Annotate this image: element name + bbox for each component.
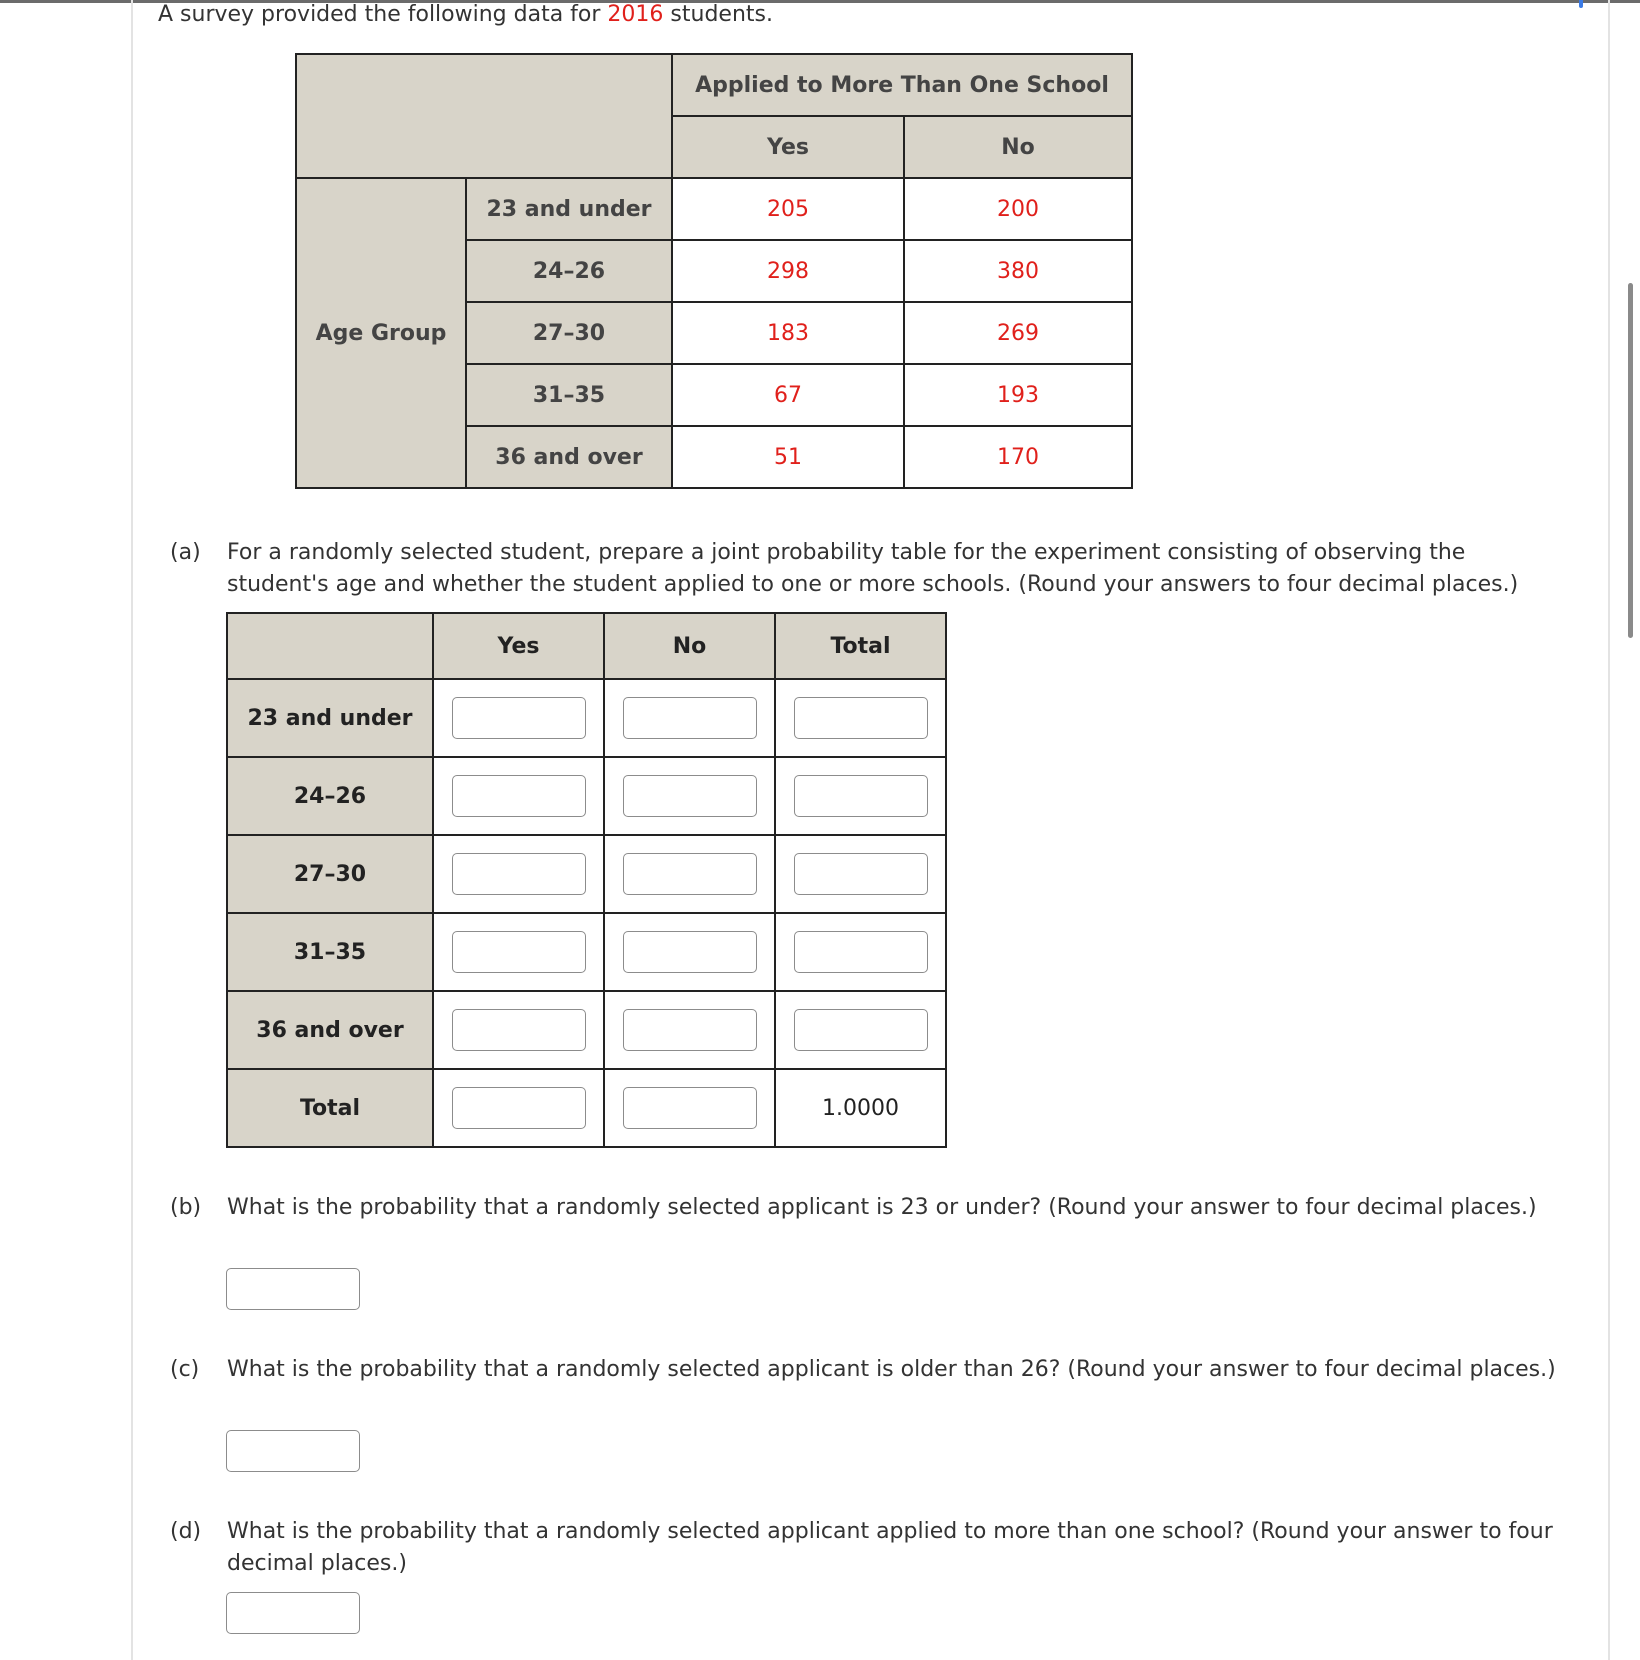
count-yes: 183	[672, 302, 904, 364]
row-label: 27–30	[466, 302, 672, 364]
answer-row-label: 31–35	[227, 913, 433, 991]
question-a-text: For a randomly selected student, prepare a joint probability table for the experiment consisting of observing the student's age and whether the student applied to one or more schools. (Round your answers to four decimal places.)	[227, 540, 1519, 597]
row-group-header: Age Group	[296, 178, 466, 488]
count-no: 269	[904, 302, 1132, 364]
column-header-no: No	[904, 116, 1132, 178]
table-row	[227, 835, 946, 913]
column-group-header: Applied to More Than One School	[672, 54, 1132, 116]
count-no: 200	[904, 178, 1132, 240]
answer-d-input[interactable]	[226, 1592, 360, 1634]
prob-input-yes[interactable]	[452, 853, 586, 895]
question-c-text: What is the probability that a randomly selected applicant is older than 26? (Round your answer to four decimal places.)	[227, 1357, 1556, 1382]
count-no: 170	[904, 426, 1132, 488]
prob-input-yes[interactable]	[452, 697, 586, 739]
question-d-label: (d)	[170, 1519, 202, 1544]
student-count: 2016	[607, 2, 664, 27]
prob-input-no[interactable]	[623, 775, 757, 817]
answer-col-total: Total	[775, 613, 946, 679]
table-row	[296, 178, 1132, 240]
prob-input-yes[interactable]	[452, 775, 586, 817]
answer-row-label: 36 and over	[227, 991, 433, 1069]
count-yes: 51	[672, 426, 904, 488]
prob-input-total[interactable]	[794, 775, 928, 817]
table-row	[227, 991, 946, 1069]
panel-border-right	[1608, 0, 1610, 1660]
answer-col-yes: Yes	[433, 613, 604, 679]
prob-input-no[interactable]	[623, 1009, 757, 1051]
answer-corner-cell	[227, 613, 433, 679]
row-label: 23 and under	[466, 178, 672, 240]
count-yes: 205	[672, 178, 904, 240]
prob-input-total-no[interactable]	[623, 1087, 757, 1129]
survey-data-table	[295, 53, 1133, 489]
scroll-indicator-top	[1579, 0, 1583, 8]
question-b-text: What is the probability that a randomly selected applicant is 23 or under? (Round your answer to four decimal places.)	[227, 1195, 1537, 1220]
prob-input-no[interactable]	[623, 697, 757, 739]
prob-input-no[interactable]	[623, 931, 757, 973]
answer-col-no: No	[604, 613, 775, 679]
count-no: 193	[904, 364, 1132, 426]
prob-input-total[interactable]	[794, 1009, 928, 1051]
answer-row-label: 24–26	[227, 757, 433, 835]
question-c	[170, 1354, 1557, 1386]
column-header-yes: Yes	[672, 116, 904, 178]
prob-input-yes[interactable]	[452, 1009, 586, 1051]
table-row	[227, 757, 946, 835]
question-d	[170, 1516, 1557, 1580]
prob-input-total[interactable]	[794, 931, 928, 973]
grand-total-value: 1.0000	[775, 1069, 946, 1147]
answer-row-label: Total	[227, 1069, 433, 1147]
question-d-text: What is the probability that a randomly selected applicant applied to more than one school? (Round your answer to four decimal places.)	[227, 1519, 1553, 1576]
row-label: 31–35	[466, 364, 672, 426]
answer-b-input[interactable]	[226, 1268, 360, 1310]
intro-sentence	[158, 2, 773, 27]
question-c-label: (c)	[170, 1357, 200, 1382]
prob-input-total[interactable]	[794, 697, 928, 739]
question-a-label: (a)	[170, 540, 201, 565]
scrollbar-thumb[interactable]	[1628, 283, 1633, 638]
joint-probability-table	[226, 612, 947, 1148]
table-row	[227, 1069, 946, 1147]
intro-prefix: A survey provided the following data for	[158, 2, 608, 27]
prob-input-total-yes[interactable]	[452, 1087, 586, 1129]
panel-border-left	[131, 0, 133, 1660]
answer-c-input[interactable]	[226, 1430, 360, 1472]
prob-input-total[interactable]	[794, 853, 928, 895]
intro-suffix: students.	[663, 2, 773, 27]
question-b	[170, 1192, 1557, 1224]
answer-row-label: 27–30	[227, 835, 433, 913]
question-b-label: (b)	[170, 1195, 202, 1220]
row-label: 24–26	[466, 240, 672, 302]
prob-input-yes[interactable]	[452, 931, 586, 973]
count-yes: 67	[672, 364, 904, 426]
table-row	[227, 913, 946, 991]
table-row	[227, 679, 946, 757]
row-label: 36 and over	[466, 426, 672, 488]
question-a	[170, 537, 1557, 601]
count-no: 380	[904, 240, 1132, 302]
answer-row-label: 23 and under	[227, 679, 433, 757]
corner-header-cell	[296, 54, 672, 178]
count-yes: 298	[672, 240, 904, 302]
prob-input-no[interactable]	[623, 853, 757, 895]
